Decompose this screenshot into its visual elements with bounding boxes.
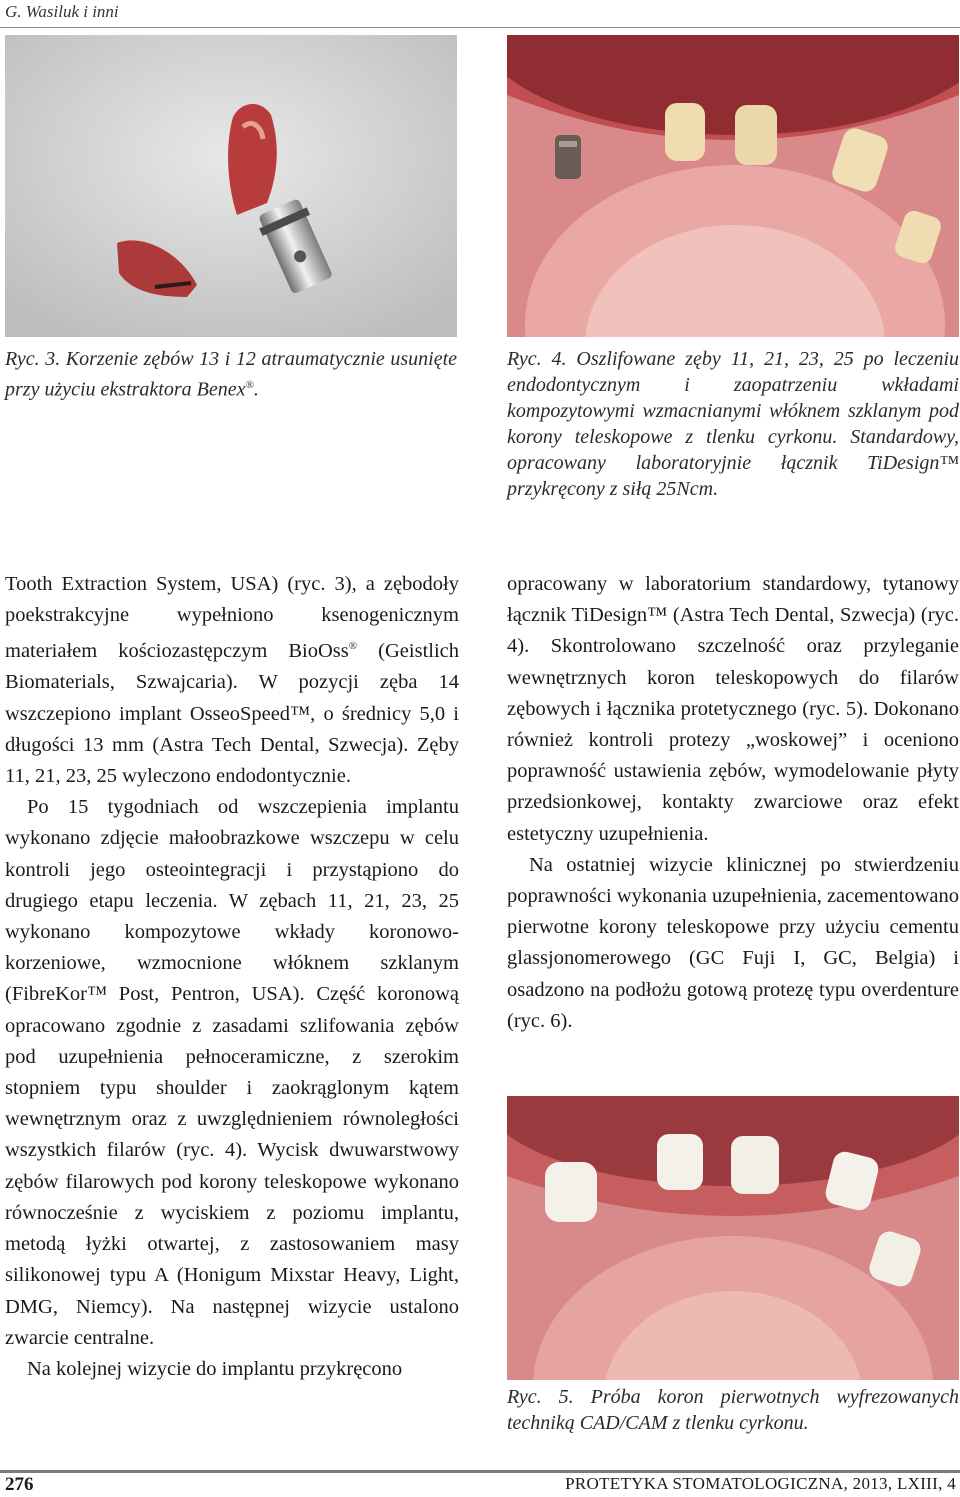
figure-3-caption: Ryc. 3. Korzenie zębów 13 i 12 atraumatycznie usunięte przy użyciu ekstraktora Benex®. [5, 348, 458, 401]
body-column-left [5, 569, 459, 1385]
figure-5-caption: Ryc. 5. Próba koron pierwotnych wyfrezowanych techniką CAD/CAM z tlenku cyrkonu. [507, 1386, 960, 1434]
figure-4-caption: Ryc. 4. Oszlifowane zęby 11, 21, 23, 25 po leczeniu endodontycznym i zaopatrzeniu wkładami kompozytowymi wzmacnianymi włóknem szklanym pod korony teleskopowe z tlenku cyrkonu. Standardowy, opracowany laboratoryjnie łącznik TiDesign™ przykręcony z siłą 25Ncm. [507, 348, 960, 500]
paragraph: Na ostatniej wizycie klinicznej po stwierdzeniu poprawności wykonania uzupełnienia, zacementowano pierwotne korony teleskopowe przy użyciu cementu glassjonomerowego (GC Fuji I, GC, Belgia) i osadzono na podłożu gotową protezę typu overdenture (ryc. 6). [507, 853, 959, 1032]
figure-3-photo [5, 35, 457, 337]
paragraph: Po 15 tygodniach od wszczepienia implantu wykonano zdjęcie małoobrazkowe wszczepu w celu kontroli jego osteointegracji i przystąpiono do drugiego etapu leczenia. W zębach 11, 21, 23, 25 wykonano kompozytowe wkłady koronowo-korzeniowe, wzmocnione włóknem szklanym (FibreKor™ Post, Pentron, USA). Część koronową opracowano zgodnie z zasadami szlifowania zębów pod uzupełnienia pełnoceramiczne, z szerokim stopniem typu shoulder i zaokrąglonym kątem wewnętrznym oraz z uwzględnieniem równoległości wszystkich filarów (ryc. 4). Wycisk dwuwarstwowy zębów filarowych pod korony teleskopowe wykonano równocześnie z wyciskiem z poziomu implantu, metodą łyżki otwartej, z zastosowaniem masy silikonowej typu A (Honigum Mixstar Heavy, Light, DMG, Niemcy). Na następnej wizycie ustalono zwarcie centralne. [5, 796, 459, 1349]
header-divider [0, 27, 960, 28]
paragraph: Na kolejnej wizycie do implantu przykręcono [27, 1357, 403, 1380]
footer-divider [0, 1470, 960, 1473]
paragraph: opracowany w laboratorium standardowy, tytanowy łącznik TiDesign™ (Astra Tech Dental, Szwecja) (ryc. 4). Skontrolowano szczelność oraz przyleganie wewnętrznych koron teleskopowych do filarów zębowych i łącznika protetycznego (ryc. 5). Dokonano również kontroli protezy „woskowej” i oceniono poprawność ustawienia zębów, wymodelowanie płyty przedsionkowej, kontakty zwarciowe oraz efekt estetyczny uzupełnienia. [507, 573, 959, 845]
implant-abutment [555, 135, 581, 179]
journal-title: PROTETYKA STOMATOLOGICZNA, 2013, LXIII, 4 [565, 1474, 956, 1493]
body-column-right [507, 569, 959, 1037]
running-header: G. Wasiluk i inni [5, 2, 119, 21]
page-number: 276 [5, 1474, 34, 1495]
paragraph: Tooth Extraction System, USA) (ryc. 3), a zębodoły poekstrakcyjne wypełniono ksenogenicznym materiałem kościozastępczym BioOss® (Geistlich Biomaterials, Szwajcaria). W pozycji zęba 14 wszczepiono implant OsseoSpeed™, o średnicy 5,0 i długości 13 mm (Astra Tech Dental, Szwecja). Zęby 11, 21, 23, 25 wyleczono endodontycznie. [5, 573, 460, 788]
figure-4-photo [507, 35, 959, 337]
figure-5-photo [507, 1096, 959, 1380]
